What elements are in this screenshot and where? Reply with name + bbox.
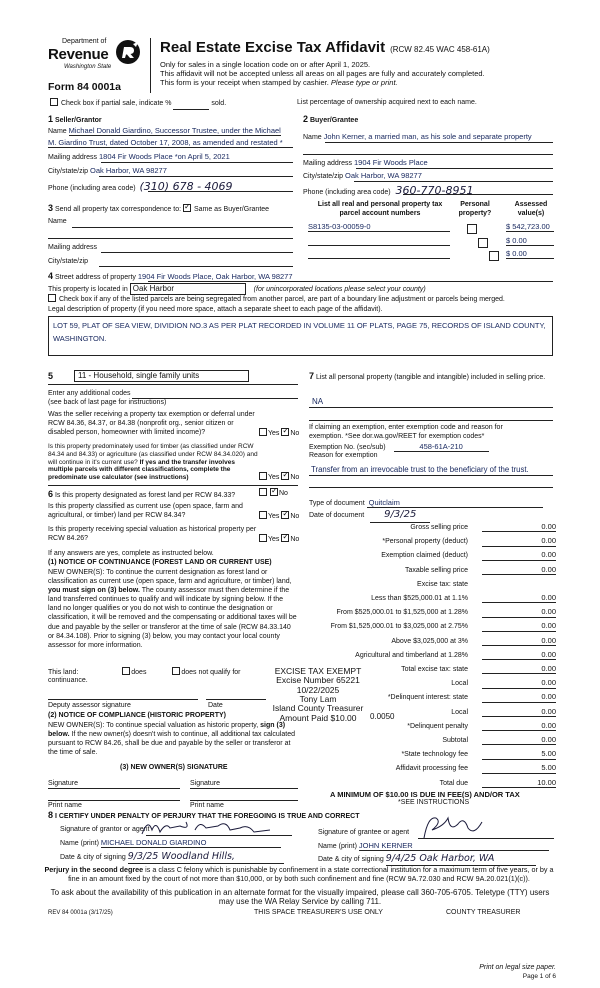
parcel-col-header: List all real and personal property tax parcel account numbers	[317, 201, 443, 217]
certify-heading: I CERTIFY UNDER PENALTY OF PERJURY THAT THE FOREGOING IS TRUE AND CORRECT	[54, 813, 360, 820]
exemption-reason-field[interactable]: Transfer from an irrevocable trust to the beneficiary of the trust.	[311, 465, 529, 474]
buyer-mailing-field[interactable]: 1904 Fir Woods Place	[353, 158, 428, 167]
treasurer-use-label: THIS SPACE TREASURER'S USE ONLY	[254, 909, 383, 916]
additional-codes-label: Enter any additional codes	[48, 390, 131, 397]
street-address-row: 4 Street address of property 1904 Fir Woods Place, Oak Harbor, WA 98277	[48, 271, 293, 281]
seller-city-label: City/state/zip	[48, 168, 89, 175]
seller-phone-label: Phone (including area code)	[48, 185, 136, 192]
exemption-claim-label: If claiming an exemption, enter exemption code and reason for exemption. *See dor.wa.gov/REET for exemption codes*	[309, 424, 503, 440]
document-date-field[interactable]: 9/3/25	[370, 509, 430, 523]
forest-no-checkbox[interactable]	[270, 488, 278, 496]
buyer-phone-label: Phone (including area code)	[303, 189, 391, 196]
exemption-yes-checkbox[interactable]	[259, 428, 267, 436]
timber-question	[48, 443, 258, 482]
exemption-yes-no	[259, 429, 299, 439]
partial-sale-checkbox[interactable]	[50, 98, 58, 106]
this-land-label: This land:	[48, 668, 79, 676]
no-label: No	[278, 489, 288, 497]
current-use-yes-checkbox[interactable]	[259, 511, 267, 519]
assessed-value-field[interactable]: $ 0.00	[506, 236, 554, 246]
no-label: No	[290, 512, 300, 520]
historic-question: Is this property receiving special valuation as historical property per RCW 84.26?	[48, 526, 257, 542]
current-use-question: Is this property classified as current use (open space, farm and agricultural, or timber) land per RCW 84.34?	[48, 503, 243, 519]
form-number: Form 84 0001a	[48, 81, 121, 93]
parcel-number-field[interactable]	[308, 236, 450, 246]
tax-row-label: From $1,525,000.01 to $3,025,000 at 2.75%	[330, 623, 468, 631]
partial-sale-row	[50, 99, 226, 110]
grantee-signature-label: Signature of grantee or agent	[318, 829, 410, 836]
deputy-signature-field[interactable]	[48, 699, 198, 700]
exemption-question: Was the seller receiving a property tax exemption or deferral under RCW 84.36, 84.37, or 84.38 (nonprofit org., senior citizen or disabled person, homeowner with limited income)?	[48, 411, 255, 436]
perjury-text: is a class C felony which is punishable by confinement in a state correctional institution for a maximum term of five years, or by a fine in an amount fixed by the court of not more than $10,000, or by both such confinement and fine (RCW 9A.72.030 and RCW 9A.20.021(1)(c)).	[68, 865, 554, 883]
header-sub3	[160, 78, 398, 87]
document-date-label: Date of document	[309, 512, 365, 519]
personal-property-question: 7 List all personal property (tangible and intangible) included in selling price.	[309, 371, 546, 381]
tax-row-value[interactable]: 0.00	[482, 607, 556, 617]
buyer-name-label: Name	[303, 134, 322, 141]
located-in-label: This property is located in	[48, 286, 128, 293]
correspondence-name-label: Name	[48, 218, 67, 225]
notice-continuance-part-a: NEW OWNER(S): To continue the current designation as forest land or classification as current use (open space, farm and agriculture, or timber) land,	[48, 569, 292, 586]
correspondence-city-label: City/state/zip	[48, 258, 89, 265]
tax-correspondence-row: 3 Send all property tax correspondence to: ✓ Same as Buyer/Grantee	[48, 203, 269, 215]
yes-label: Yes	[268, 473, 280, 481]
timber-no-checkbox[interactable]	[281, 472, 289, 480]
ownership-note: List percentage of ownership acquired next to each name.	[297, 99, 477, 106]
forest-yes-no	[259, 489, 288, 499]
current-use-yes-no	[259, 512, 299, 522]
tax-row-label: *Delinquent interest: state	[387, 694, 468, 702]
same-as-buyer-checkbox[interactable]	[183, 204, 191, 212]
yes-label: Yes	[268, 429, 280, 437]
no-label: No	[290, 473, 300, 481]
header-divider	[150, 38, 151, 93]
revenue-wordmark: Revenue	[48, 46, 109, 63]
land-use-select[interactable]: 11 - Household, single family units	[74, 370, 249, 382]
buyer-phone-row	[303, 184, 553, 198]
form-title-row	[160, 39, 490, 58]
continuance-label: continuance.	[48, 677, 88, 684]
correspondence-mailing-label: Mailing address	[48, 244, 98, 251]
revision-code: REV 84 0001a (3/17/25)	[48, 910, 113, 916]
buyer-mailing-label: Mailing address	[303, 160, 353, 167]
personal-property-field[interactable]: NA	[312, 397, 324, 406]
perjury-statement	[40, 866, 558, 883]
form-rcw: (RCW 82.45 WAC 458-61A)	[390, 45, 490, 54]
new-owner-print-field-1[interactable]	[48, 800, 180, 801]
certify-heading-row: 8 I CERTIFY UNDER PENALTY OF PERJURY THAT THE FOREGOING IS TRUE AND CORRECT	[48, 810, 360, 820]
new-owner-print-field-2[interactable]	[190, 800, 298, 801]
signature-label-1: Signature	[48, 780, 78, 787]
tax-row-value[interactable]: 5.00	[482, 763, 556, 773]
tax-row-label: Excise tax: state	[417, 580, 468, 588]
tax-row-label: Less than $525,000.01 at 1.1%	[371, 595, 468, 602]
tax-row-label: Above $3,025,000 at 3%	[391, 637, 468, 645]
tax-row-value[interactable]: 0.00	[482, 550, 556, 560]
notice-continuance-heading: (1) NOTICE OF CONTINUANCE (FOREST LAND OR CURRENT USE)	[48, 559, 272, 566]
new-owner-signature-heading: (3) NEW OWNER(S) SIGNATURE	[120, 764, 228, 771]
seller-city-field[interactable]: Oak Harbor, WA 98277	[90, 166, 167, 175]
tax-row-label: Total excise tax: state	[401, 666, 468, 673]
timber-yes-checkbox[interactable]	[259, 472, 267, 480]
personal-property-col-header: Personal property?	[458, 201, 492, 217]
exemption-number-label: Exemption No. (sec/sub)	[309, 444, 386, 451]
tax-row-value[interactable]: 0.00	[482, 664, 556, 674]
notice-continuance-text	[48, 568, 298, 650]
does-label: does	[131, 668, 147, 676]
perjury-bold: Perjury in the second degree	[44, 865, 144, 874]
exemption-no-checkbox[interactable]	[281, 428, 289, 436]
seller-heading: 1 Seller/Grantor	[48, 114, 102, 124]
document-type-field[interactable]: Quitclaim	[367, 498, 543, 508]
tax-row-value[interactable]: 0.00	[482, 522, 556, 532]
timber-question-text: Is this property predominately used for timber (as classified under RCW 84.34 and 84.33) or agriculture (as classified under RCW 84.34.020) and will continue in it's current use?	[48, 443, 258, 466]
segregated-row	[48, 295, 505, 305]
yes-label: Yes	[268, 512, 280, 520]
assessed-value-field[interactable]: $ 0.00	[506, 249, 554, 259]
dept-of-label: Department of	[62, 38, 107, 45]
tax-correspondence-label: Send all property tax correspondence to:	[54, 206, 182, 213]
tax-row-label: Taxable selling price	[404, 566, 468, 574]
tax-row-label: Local	[451, 708, 468, 716]
tax-row-label: *State technology fee	[401, 751, 468, 759]
notice-compliance-part-c: If the new owner(s) doesn't wish to continue, all additional tax calculated pursuant to RCW 84.26, shall be due and payable by the seller or transferor at the time of sale.	[48, 731, 295, 757]
stamp-line-2: Excise Number 65221	[276, 675, 360, 686]
notice-continuance-part-b: you must sign on (3) below.	[48, 587, 140, 595]
exemption-number-field[interactable]: 458-61A-210	[394, 442, 489, 452]
section-5-number: 5	[48, 371, 54, 381]
notice-compliance-text	[48, 721, 298, 757]
parcel-number-field[interactable]: S8135-03-00059-0	[308, 222, 450, 232]
document-type-label: Type of document	[309, 500, 365, 507]
type-or-print-note: Please type or print.	[330, 78, 398, 87]
personal-property-checkbox[interactable]	[467, 224, 477, 234]
personal-property-label: List all personal property (tangible and intangible) included in selling price.	[315, 374, 546, 381]
tax-row-label: *Personal property (deduct)	[382, 538, 468, 546]
tax-row-value[interactable]: 0.00	[482, 721, 556, 731]
treasurer-stamp	[258, 667, 378, 723]
page-number: Page 1 of 6	[522, 973, 556, 980]
timber-question-bold: If yes and the transfer involves multiple parcels with different classifications, complete the predominate use calculator (see instructions)	[48, 458, 235, 482]
seller-name-label: Name	[48, 128, 67, 135]
legal-description-field[interactable]	[48, 316, 553, 356]
tax-row-value[interactable]: 5.00	[482, 749, 556, 759]
buyer-name-field[interactable]: John Kerner, a married man, as his sole and separate property	[323, 132, 532, 141]
deputy-date-label: Date	[208, 702, 223, 709]
signature-label-2: Signature	[190, 780, 220, 787]
grantee-print-field[interactable]: JOHN KERNER	[359, 841, 549, 851]
tax-row-value[interactable]: 0.00	[482, 735, 556, 745]
parcel-number-field[interactable]	[308, 249, 450, 259]
grantor-print-row	[60, 838, 281, 849]
does-not-qualify-checkbox[interactable]	[172, 667, 180, 675]
stamp-line-4: Tony Lam	[299, 694, 337, 705]
seller-phone-field[interactable]: (310) 678 - 4069	[139, 180, 233, 193]
correspondence-city-field[interactable]	[99, 266, 293, 267]
buyer-city-field[interactable]: Oak Harbor, WA 98277	[345, 171, 422, 180]
grantor-date-field[interactable]: 9/3/25 Woodland Hills,	[128, 851, 284, 864]
historic-yes-no	[259, 535, 299, 545]
grantor-signature-label: Signature of grantor or agent	[60, 826, 150, 833]
county-treasurer-label: COUNTY TREASURER	[446, 909, 521, 916]
additional-codes-note: (see back of last page for instructions)	[48, 399, 167, 406]
forest-yes-checkbox[interactable]	[259, 488, 267, 496]
grantor-print-label: Name (print)	[60, 840, 99, 847]
dor-logo	[48, 38, 144, 84]
timber-yes-no	[259, 473, 299, 483]
deputy-date-field[interactable]	[206, 699, 266, 700]
tax-row-value[interactable]: 0.00	[482, 621, 556, 631]
tax-row-value[interactable]: 0.00	[482, 707, 556, 717]
grantee-signature-row	[318, 829, 409, 838]
grantee-print-row	[318, 841, 549, 852]
seller-name-field-line2[interactable]: M. Giardino Trust, dated October 17, 2008, as amended and restated *	[48, 138, 293, 148]
no-label: No	[290, 429, 300, 437]
exemption-reason-label: Reason for exemption	[309, 452, 378, 459]
deputy-signature-label: Deputy assessor signature	[48, 702, 131, 709]
located-in-note: (for unincorporated locations please select your county)	[253, 286, 426, 293]
does-qualify-checkbox[interactable]	[122, 667, 130, 675]
notice-compliance-part-b: sign (3) below.	[48, 722, 286, 739]
assessed-value-field[interactable]: $ 542,723.00	[506, 222, 554, 232]
tax-row-label: Gross selling price	[410, 524, 468, 531]
same-as-buyer-label: Same as Buyer/Grantee	[193, 206, 270, 213]
street-address-field[interactable]: 1904 Fir Woods Place, Oak Harbor, WA 98277	[137, 272, 293, 281]
stamp-line-3: 10/22/2025	[296, 684, 340, 695]
washington-state-label: Washington State	[64, 64, 112, 70]
document-date-row	[309, 509, 430, 523]
yes-label: Yes	[268, 535, 280, 543]
stamp-line-5: Island County Treasurer	[272, 703, 364, 714]
tax-row-value[interactable]: 10.00	[482, 778, 556, 788]
buyer-heading: 2 Buyer/Grantee	[303, 114, 359, 124]
does-not-label: does not qualify for	[181, 668, 241, 676]
segregated-checkbox[interactable]	[48, 294, 56, 302]
header-sub1: Only for sales in a single location code on or after April 1, 2025.	[160, 60, 371, 69]
minimum-due-note: A MINIMUM OF $10.00 IS DUE IN FEE(S) AND/OR TAX	[330, 790, 520, 799]
seller-name-row	[48, 126, 293, 137]
grantee-print-label: Name (print)	[318, 843, 357, 850]
partial-sale-label: Check box if partial sale, indicate %	[60, 99, 172, 107]
tax-row-label: Affidavit processing fee	[395, 765, 468, 773]
tax-row-value[interactable]: 0.00	[482, 565, 556, 575]
form-title: Real Estate Excise Tax Affidavit	[160, 39, 386, 56]
tax-row-value[interactable]: 0.00	[482, 650, 556, 660]
stamp-line-1: EXCISE TAX EXEMPT	[274, 666, 362, 676]
notice-continuance-part-c: The county assessor must then determine if the land transferred continues to qualify and will indicate by signing below. If the land no longer qualifies or you do not wish to continue the designation or classification, it will be removed and the compensating or additional taxes will be due and payable by the seller or transferor at the time of sale (RCW 84.33.140 or 84.34.108). Prior to signing (3) below, you may contact your local county assessor for more information.	[48, 587, 297, 649]
tax-row-label: *Delinquent penalty	[407, 722, 468, 730]
document-type-row	[309, 498, 543, 509]
buyer-city-label: City/state/zip	[303, 173, 344, 180]
current-use-no-checkbox[interactable]	[281, 511, 289, 519]
tax-row-label: Subtotal	[442, 737, 468, 744]
grantor-date-row	[60, 851, 284, 864]
forest-land-question-text: Is this property designated as forest land per RCW 84.33?	[54, 492, 236, 499]
tax-row-label: Local	[451, 680, 468, 688]
print-name-label-2: Print name	[190, 802, 224, 809]
dor-emblem-icon	[114, 38, 142, 66]
tax-row-label: From $525,000.01 to $1,525,000 at 1.28%	[336, 609, 468, 617]
grantor-print-field[interactable]: MICHAEL DONALD GIARDINO	[101, 838, 281, 848]
grantee-signature-image[interactable]	[418, 812, 498, 840]
stamp-line-6: Amount Paid $10.00	[279, 712, 357, 723]
forest-land-question: 6 Is this property designated as forest land per RCW 84.33?	[48, 489, 236, 499]
tax-row-value[interactable]: 0.00	[482, 678, 556, 688]
street-address-label: Street address of property	[54, 274, 136, 281]
historic-no-checkbox[interactable]	[281, 534, 289, 542]
buyer-phone-field[interactable]: 360-770-8951	[395, 184, 474, 197]
buyer-heading-label: Buyer/Grantee	[309, 117, 359, 124]
seller-mailing-field[interactable]: 1804 Fir Woods Place *on April 5, 2021	[98, 152, 230, 161]
alternate-format-note: To ask about the availability of this publication in an alternate format for the visually impaired, please call 360-705-6705. Teletype (TTY) users may use the WA Relay Service by calling 711.	[50, 888, 550, 907]
grantee-date-field[interactable]: 9/4/25 Oak Harbor, WA	[386, 853, 536, 866]
receipt-note: This form is your receipt when stamped by cashier.	[160, 78, 331, 87]
correspondence-mailing-field[interactable]	[101, 252, 293, 253]
tax-row-value[interactable]: 0.00	[482, 593, 556, 603]
grantee-date-label: Date & city of signing	[318, 856, 384, 863]
legal-description-label: Legal description of property (if you need more space, attach a separate sheet to each page of the affidavit).	[48, 306, 383, 313]
tax-row-value[interactable]: 0.00	[482, 636, 556, 646]
grantor-signature-row	[60, 826, 150, 835]
personal-property-checkbox[interactable]	[478, 238, 488, 248]
legal-description-text: LOT 59, PLAT OF SEA VIEW, DIVIDION NO.3 AS PER PLAT RECORDED IN VOLUME 11 OF PLATS, PAGE 75, RECORDS OF ISLAND COUNTY, WASHINGTON.	[53, 321, 546, 343]
tax-row-label: Total due	[439, 779, 468, 787]
tax-row-value[interactable]: 0.00	[482, 692, 556, 702]
local-rate: 0.0050	[370, 712, 395, 721]
grantee-date-row	[318, 853, 536, 866]
located-in-select[interactable]: Oak Harbor	[130, 283, 246, 295]
tax-row-label: Agricultural and timberland at 1.28%	[355, 651, 468, 659]
tax-row-value[interactable]: 0.00	[482, 536, 556, 546]
partial-sale-percent-field[interactable]	[173, 100, 209, 110]
personal-property-checkbox[interactable]	[489, 251, 499, 261]
seller-name-field[interactable]: Michael Donald Giardino, Successor Trustee, under the Michael	[68, 126, 281, 135]
correspondence-name-field[interactable]	[72, 227, 293, 228]
legal-paper-note: Print on legal size paper.	[479, 964, 556, 971]
segregated-label: Check box if any of the listed parcels are being segregated from another parcel, are part of a boundary line adjustment or parcels being merged.	[58, 295, 505, 303]
assessed-value-col-header: Assessed value(s)	[514, 201, 548, 217]
notice-compliance-heading: (2) NOTICE OF COMPLIANCE (HISTORIC PROPERTY)	[48, 712, 226, 719]
seller-heading-label: Seller/Grantor	[54, 117, 102, 124]
header-sub2: This affidavit will not be accepted unless all areas on all pages are fully and accurately completed.	[160, 69, 485, 78]
partial-sale-sold-label: sold.	[211, 99, 227, 107]
tax-row-label: Exemption claimed (deduct)	[381, 552, 468, 560]
grantor-date-label: Date & city of signing	[60, 854, 126, 861]
historic-yes-checkbox[interactable]	[259, 534, 267, 542]
seller-mailing-label: Mailing address	[48, 154, 98, 161]
see-instructions-note: *SEE INSTRUCTIONS	[398, 799, 470, 806]
yes-instructions: If any answers are yes, complete as instructed below.	[48, 550, 214, 557]
located-in-row	[48, 283, 426, 295]
no-label: No	[290, 535, 300, 543]
print-name-label-1: Print name	[48, 802, 82, 809]
notice-compliance-part-a: NEW OWNER(S): To continue special valuation as historic property,	[48, 722, 261, 729]
